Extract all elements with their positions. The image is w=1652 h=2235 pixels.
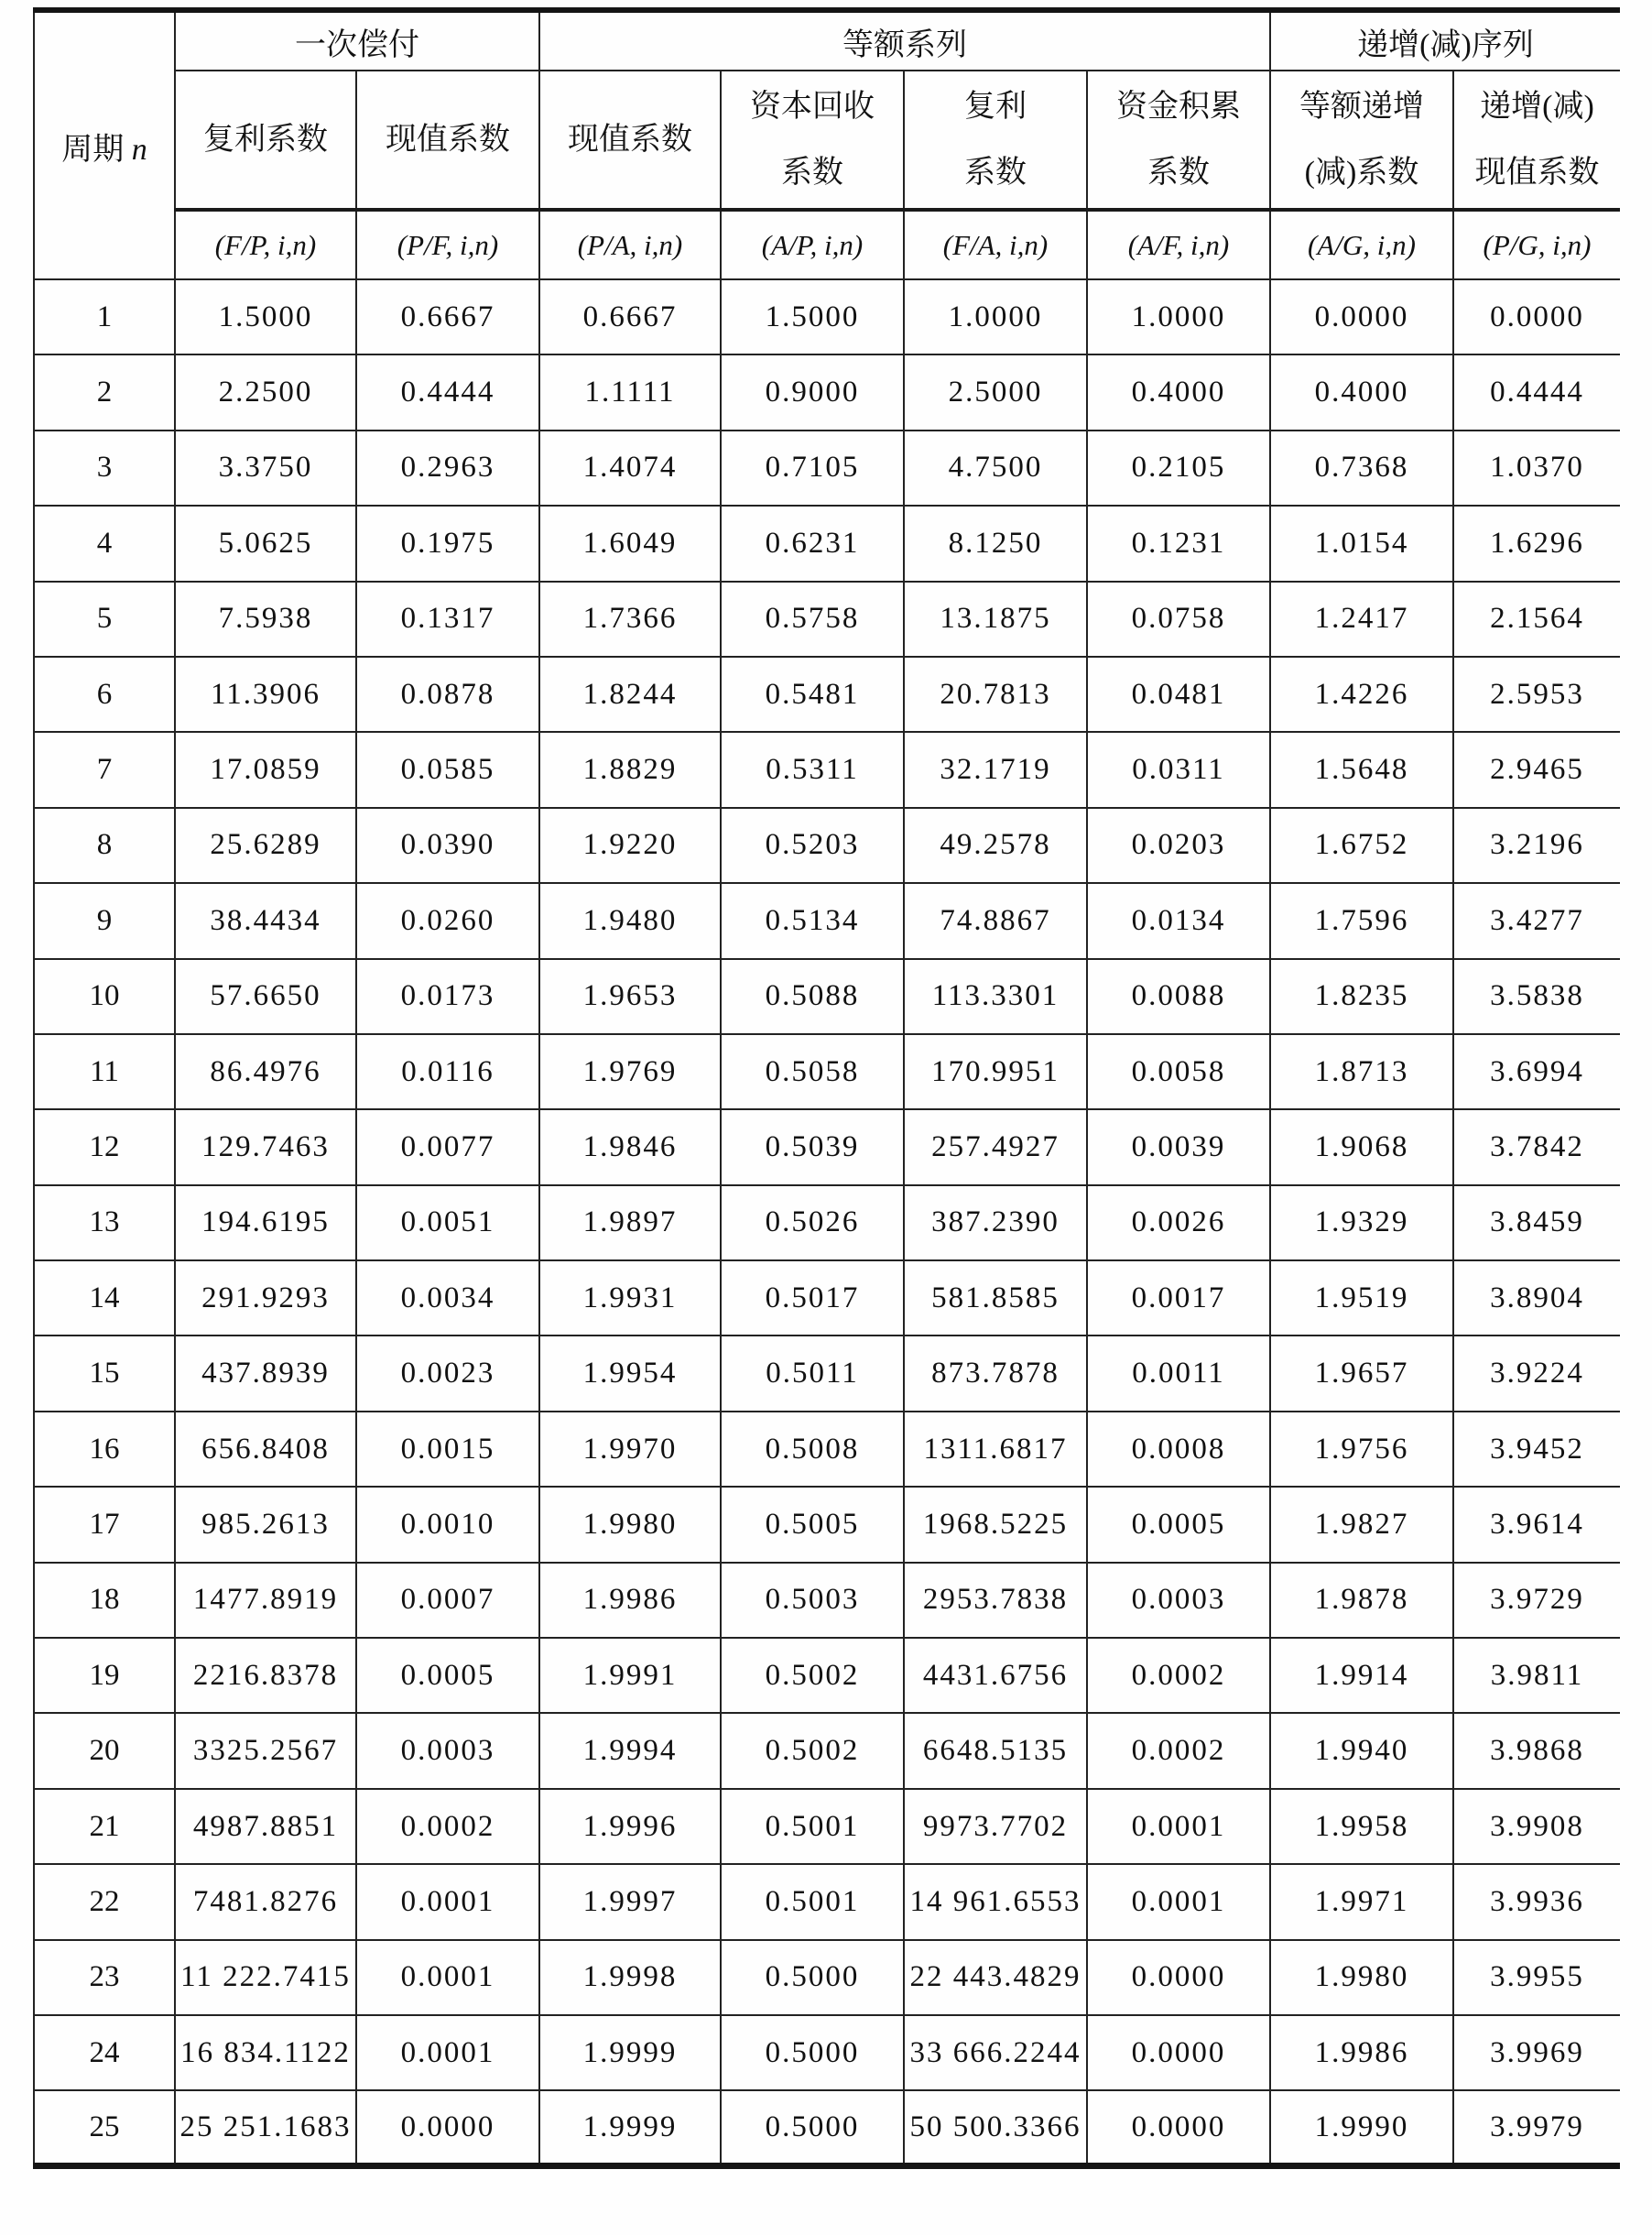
value-cell: 0.1317 (356, 582, 539, 657)
value-cell: 1.6049 (539, 506, 721, 581)
col-name-af (1087, 71, 1270, 210)
table-row (34, 1034, 1620, 1109)
col-name-fp (175, 71, 356, 210)
value-cell: 1.9954 (539, 1336, 721, 1411)
value-cell: 1.5000 (175, 279, 356, 354)
period-cell: 11 (34, 1034, 175, 1109)
value-cell: 0.6667 (539, 279, 721, 354)
col-name-line: 系数 (964, 155, 1027, 190)
value-cell: 0.0002 (356, 1789, 539, 1864)
value-cell: 0.0005 (356, 1638, 539, 1713)
value-cell: 0.0002 (1087, 1638, 1270, 1713)
group-single-payment: 一次偿付 (175, 10, 539, 71)
value-cell: 1.9897 (539, 1185, 721, 1260)
value-cell: 0.0077 (356, 1109, 539, 1184)
value-cell: 11.3906 (175, 657, 356, 732)
value-cell: 291.9293 (175, 1260, 356, 1336)
interest-factor-table (33, 7, 1620, 2169)
value-cell: 1.9986 (539, 1563, 721, 1638)
value-cell: 1.8235 (1270, 959, 1453, 1034)
value-cell: 0.0034 (356, 1260, 539, 1336)
value-cell: 1.9997 (539, 1864, 721, 1939)
value-cell: 1.9971 (1270, 1864, 1453, 1939)
formula-row (34, 210, 1620, 279)
period-label: 周期 (61, 132, 125, 167)
period-cell: 12 (34, 1109, 175, 1184)
value-cell: 0.5005 (721, 1487, 904, 1562)
period-cell: 21 (34, 1789, 175, 1864)
value-cell: 0.0116 (356, 1034, 539, 1109)
value-cell: 0.0758 (1087, 582, 1270, 657)
col-name-ap (721, 71, 904, 210)
period-cell: 19 (34, 1638, 175, 1713)
value-cell: 1.5648 (1270, 732, 1453, 807)
group-gradient-series: 递增(减)序列 (1270, 10, 1620, 71)
value-cell: 1.9914 (1270, 1638, 1453, 1713)
value-cell: 11 222.7415 (175, 1940, 356, 2015)
value-cell: 0.5001 (721, 1789, 904, 1864)
col-name-line: (减)系数 (1304, 155, 1419, 190)
value-cell: 3.9979 (1453, 2090, 1620, 2165)
period-cell: 15 (34, 1336, 175, 1411)
value-cell: 0.0026 (1087, 1185, 1270, 1260)
value-cell: 0.5011 (721, 1336, 904, 1411)
table-row (34, 1109, 1620, 1184)
value-cell: 0.6231 (721, 506, 904, 581)
value-cell: 22 443.4829 (904, 1940, 1087, 2015)
value-cell: 1.6296 (1453, 506, 1620, 581)
col-name-line: 现值系数 (1474, 155, 1600, 190)
value-cell: 1.9220 (539, 808, 721, 883)
value-cell: 74.8867 (904, 883, 1087, 958)
value-cell: 0.0000 (1270, 279, 1453, 354)
period-cell: 17 (34, 1487, 175, 1562)
value-cell: 0.0015 (356, 1412, 539, 1487)
value-cell: 9973.7702 (904, 1789, 1087, 1864)
value-cell: 0.4444 (1453, 354, 1620, 430)
table-row (34, 1713, 1620, 1788)
value-cell: 0.0001 (1087, 1789, 1270, 1864)
period-cell: 8 (34, 808, 175, 883)
value-cell: 0.0017 (1087, 1260, 1270, 1336)
value-cell: 3.9936 (1453, 1864, 1620, 1939)
col-name-ag (1270, 71, 1453, 210)
value-cell: 1.5000 (721, 279, 904, 354)
period-cell: 20 (34, 1713, 175, 1788)
period-cell: 4 (34, 506, 175, 581)
value-cell: 3.9729 (1453, 1563, 1620, 1638)
value-cell: 0.0002 (1087, 1713, 1270, 1788)
value-cell: 0.0203 (1087, 808, 1270, 883)
value-cell: 3.8459 (1453, 1185, 1620, 1260)
value-cell: 38.4434 (175, 883, 356, 958)
value-cell: 1477.8919 (175, 1563, 356, 1638)
table-row (34, 1185, 1620, 1260)
value-cell: 0.0005 (1087, 1487, 1270, 1562)
value-cell: 1.9940 (1270, 1713, 1453, 1788)
value-cell: 0.0008 (1087, 1412, 1270, 1487)
period-cell: 24 (34, 2015, 175, 2090)
period-cell: 1 (34, 279, 175, 354)
value-cell: 86.4976 (175, 1034, 356, 1109)
value-cell: 1.0000 (904, 279, 1087, 354)
value-cell: 0.5758 (721, 582, 904, 657)
value-cell: 1.0154 (1270, 506, 1453, 581)
value-cell: 1.0370 (1453, 431, 1620, 506)
col-name-line: 等额递增 (1299, 89, 1424, 124)
period-cell: 7 (34, 732, 175, 807)
value-cell: 0.5008 (721, 1412, 904, 1487)
value-cell: 3325.2567 (175, 1713, 356, 1788)
value-cell: 13.1875 (904, 582, 1087, 657)
value-cell: 0.5026 (721, 1185, 904, 1260)
value-cell: 3.9868 (1453, 1713, 1620, 1788)
value-cell: 0.0003 (356, 1713, 539, 1788)
value-cell: 0.0011 (1087, 1336, 1270, 1411)
value-cell: 1.9958 (1270, 1789, 1453, 1864)
value-cell: 1.9999 (539, 2015, 721, 2090)
value-cell: 0.0000 (1087, 2015, 1270, 2090)
table-row (34, 2015, 1620, 2090)
value-cell: 170.9951 (904, 1034, 1087, 1109)
value-cell: 33 666.2244 (904, 2015, 1087, 2090)
col-name-line: 系数 (1147, 155, 1210, 190)
value-cell: 17.0859 (175, 732, 356, 807)
col-name-line: 资金积累 (1116, 89, 1241, 124)
value-cell: 0.0051 (356, 1185, 539, 1260)
table-row (34, 1412, 1620, 1487)
value-cell: 4431.6756 (904, 1638, 1087, 1713)
col-name-line: 现值系数 (386, 122, 510, 157)
col-name-line: 复利 (964, 89, 1027, 124)
value-cell: 0.0481 (1087, 657, 1270, 732)
table-row (34, 1336, 1620, 1411)
table-row (34, 883, 1620, 958)
value-cell: 1968.5225 (904, 1487, 1087, 1562)
value-cell: 0.0000 (356, 2090, 539, 2165)
value-cell: 1.0000 (1087, 279, 1270, 354)
value-cell: 0.0001 (356, 1864, 539, 1939)
value-cell: 3.9969 (1453, 2015, 1620, 2090)
value-cell: 3.4277 (1453, 883, 1620, 958)
value-cell: 8.1250 (904, 506, 1087, 581)
value-cell: 0.5134 (721, 883, 904, 958)
table-row (34, 1940, 1620, 2015)
value-cell: 3.8904 (1453, 1260, 1620, 1336)
value-cell: 0.0003 (1087, 1563, 1270, 1638)
formula-ag: (A/G, i,n) (1270, 210, 1453, 279)
value-cell: 50 500.3366 (904, 2090, 1087, 2165)
group-header-row (34, 10, 1620, 71)
value-cell: 0.5017 (721, 1260, 904, 1336)
formula-fa: (F/A, i,n) (904, 210, 1087, 279)
value-cell: 0.9000 (721, 354, 904, 430)
table-row (34, 582, 1620, 657)
value-cell: 0.5003 (721, 1563, 904, 1638)
value-cell: 1.9657 (1270, 1336, 1453, 1411)
value-cell: 113.3301 (904, 959, 1087, 1034)
value-cell: 0.5058 (721, 1034, 904, 1109)
value-cell: 1.9994 (539, 1713, 721, 1788)
value-cell: 1.9878 (1270, 1563, 1453, 1638)
table-row (34, 279, 1620, 354)
value-cell: 1.9846 (539, 1109, 721, 1184)
value-cell: 0.5002 (721, 1638, 904, 1713)
value-cell: 1.6752 (1270, 808, 1453, 883)
table-row (34, 1260, 1620, 1336)
table-row (34, 1789, 1620, 1864)
value-cell: 1.8244 (539, 657, 721, 732)
value-cell: 0.0390 (356, 808, 539, 883)
period-cell: 22 (34, 1864, 175, 1939)
value-cell: 1.7366 (539, 582, 721, 657)
value-cell: 1.9998 (539, 1940, 721, 2015)
value-cell: 1.1111 (539, 354, 721, 430)
value-cell: 1.4226 (1270, 657, 1453, 732)
value-cell: 3.9614 (1453, 1487, 1620, 1562)
value-cell: 0.5000 (721, 2015, 904, 2090)
value-cell: 1.9329 (1270, 1185, 1453, 1260)
value-cell: 0.5001 (721, 1864, 904, 1939)
value-cell: 3.6994 (1453, 1034, 1620, 1109)
value-cell: 0.5203 (721, 808, 904, 883)
value-cell: 2.2500 (175, 354, 356, 430)
value-cell: 0.0039 (1087, 1109, 1270, 1184)
value-cell: 5.0625 (175, 506, 356, 581)
value-cell: 1.9480 (539, 883, 721, 958)
value-cell: 1.9986 (1270, 2015, 1453, 2090)
value-cell: 0.0000 (1087, 2090, 1270, 2165)
period-cell: 3 (34, 431, 175, 506)
value-cell: 0.0007 (356, 1563, 539, 1638)
col-name-pf (356, 71, 539, 210)
period-variable: n (131, 132, 147, 167)
value-cell: 0.2105 (1087, 431, 1270, 506)
value-cell: 25 251.1683 (175, 2090, 356, 2165)
value-cell: 20.7813 (904, 657, 1087, 732)
value-cell: 0.1975 (356, 506, 539, 581)
period-cell: 5 (34, 582, 175, 657)
table-row (34, 1864, 1620, 1939)
value-cell: 194.6195 (175, 1185, 356, 1260)
value-cell: 0.0260 (356, 883, 539, 958)
value-cell: 1.8713 (1270, 1034, 1453, 1109)
value-cell: 0.6667 (356, 279, 539, 354)
value-cell: 656.8408 (175, 1412, 356, 1487)
period-cell: 16 (34, 1412, 175, 1487)
value-cell: 0.5002 (721, 1713, 904, 1788)
table-body (34, 279, 1620, 2166)
period-cell: 23 (34, 1940, 175, 2015)
period-cell: 14 (34, 1260, 175, 1336)
value-cell: 2.1564 (1453, 582, 1620, 657)
value-cell: 3.3750 (175, 431, 356, 506)
col-name-pg (1453, 71, 1620, 210)
value-cell: 1.9769 (539, 1034, 721, 1109)
value-cell: 0.1231 (1087, 506, 1270, 581)
col-name-fa (904, 71, 1087, 210)
table-row (34, 2090, 1620, 2165)
table-row (34, 1563, 1620, 1638)
value-cell: 1.9980 (1270, 1940, 1453, 2015)
value-cell: 1.8829 (539, 732, 721, 807)
col-name-line: 递增(减) (1480, 89, 1594, 124)
value-cell: 0.0010 (356, 1487, 539, 1562)
formula-fp: (F/P, i,n) (175, 210, 356, 279)
value-cell: 0.5000 (721, 1940, 904, 2015)
period-cell: 13 (34, 1185, 175, 1260)
column-name-row (34, 71, 1620, 210)
value-cell: 0.4000 (1270, 354, 1453, 430)
value-cell: 1.9996 (539, 1789, 721, 1864)
value-cell: 4987.8851 (175, 1789, 356, 1864)
value-cell: 1.9068 (1270, 1109, 1453, 1184)
value-cell: 437.8939 (175, 1336, 356, 1411)
value-cell: 3.9224 (1453, 1336, 1620, 1411)
value-cell: 32.1719 (904, 732, 1087, 807)
value-cell: 4.7500 (904, 431, 1087, 506)
period-column-header (34, 10, 175, 279)
value-cell: 873.7878 (904, 1336, 1087, 1411)
value-cell: 1.9990 (1270, 2090, 1453, 2165)
value-cell: 0.0001 (356, 1940, 539, 2015)
formula-ap: (A/P, i,n) (721, 210, 904, 279)
value-cell: 257.4927 (904, 1109, 1087, 1184)
value-cell: 0.0001 (356, 2015, 539, 2090)
value-cell: 1.9999 (539, 2090, 721, 2165)
period-cell: 6 (34, 657, 175, 732)
value-cell: 1311.6817 (904, 1412, 1087, 1487)
value-cell: 581.8585 (904, 1260, 1087, 1336)
formula-pf: (P/F, i,n) (356, 210, 539, 279)
table-row (34, 657, 1620, 732)
value-cell: 2953.7838 (904, 1563, 1087, 1638)
col-name-line: 系数 (781, 155, 843, 190)
value-cell: 0.0173 (356, 959, 539, 1034)
value-cell: 0.7368 (1270, 431, 1453, 506)
value-cell: 0.5039 (721, 1109, 904, 1184)
value-cell: 0.7105 (721, 431, 904, 506)
period-cell: 9 (34, 883, 175, 958)
table-row (34, 808, 1620, 883)
value-cell: 25.6289 (175, 808, 356, 883)
col-name-line: 复利系数 (203, 122, 328, 157)
table-row (34, 732, 1620, 807)
value-cell: 1.9980 (539, 1487, 721, 1562)
group-uniform-series: 等额系列 (539, 10, 1270, 71)
value-cell: 985.2613 (175, 1487, 356, 1562)
period-cell: 2 (34, 354, 175, 430)
value-cell: 1.7596 (1270, 883, 1453, 958)
value-cell: 2216.8378 (175, 1638, 356, 1713)
formula-pa: (P/A, i,n) (539, 210, 721, 279)
value-cell: 0.5000 (721, 2090, 904, 2165)
value-cell: 0.4000 (1087, 354, 1270, 430)
table-row (34, 354, 1620, 430)
value-cell: 3.9908 (1453, 1789, 1620, 1864)
col-name-line: 资本回收 (750, 89, 875, 124)
value-cell: 0.4444 (356, 354, 539, 430)
value-cell: 0.5311 (721, 732, 904, 807)
table-row (34, 1487, 1620, 1562)
value-cell: 0.0001 (1087, 1864, 1270, 1939)
value-cell: 1.2417 (1270, 582, 1453, 657)
value-cell: 129.7463 (175, 1109, 356, 1184)
value-cell: 7481.8276 (175, 1864, 356, 1939)
value-cell: 0.0000 (1087, 1940, 1270, 2015)
table-row (34, 431, 1620, 506)
value-cell: 0.0023 (356, 1336, 539, 1411)
value-cell: 3.9955 (1453, 1940, 1620, 2015)
value-cell: 0.0311 (1087, 732, 1270, 807)
value-cell: 1.9827 (1270, 1487, 1453, 1562)
value-cell: 57.6650 (175, 959, 356, 1034)
table-row (34, 1638, 1620, 1713)
value-cell: 0.2963 (356, 431, 539, 506)
value-cell: 0.0088 (1087, 959, 1270, 1034)
value-cell: 1.9970 (539, 1412, 721, 1487)
period-cell: 18 (34, 1563, 175, 1638)
value-cell: 2.9465 (1453, 732, 1620, 807)
value-cell: 3.2196 (1453, 808, 1620, 883)
value-cell: 1.9931 (539, 1260, 721, 1336)
value-cell: 7.5938 (175, 582, 356, 657)
value-cell: 3.9452 (1453, 1412, 1620, 1487)
value-cell: 0.5481 (721, 657, 904, 732)
value-cell: 3.7842 (1453, 1109, 1620, 1184)
value-cell: 49.2578 (904, 808, 1087, 883)
value-cell: 3.5838 (1453, 959, 1620, 1034)
value-cell: 0.5088 (721, 959, 904, 1034)
value-cell: 16 834.1122 (175, 2015, 356, 2090)
formula-af: (A/F, i,n) (1087, 210, 1270, 279)
col-name-line: 现值系数 (568, 122, 692, 157)
table-row (34, 506, 1620, 581)
value-cell: 0.0585 (356, 732, 539, 807)
value-cell: 6648.5135 (904, 1713, 1087, 1788)
table-row (34, 959, 1620, 1034)
value-cell: 3.9811 (1453, 1638, 1620, 1713)
formula-pg: (P/G, i,n) (1453, 210, 1620, 279)
value-cell: 387.2390 (904, 1185, 1087, 1260)
value-cell: 1.9756 (1270, 1412, 1453, 1487)
value-cell: 1.9991 (539, 1638, 721, 1713)
col-name-pa (539, 71, 721, 210)
value-cell: 0.0134 (1087, 883, 1270, 958)
value-cell: 0.0058 (1087, 1034, 1270, 1109)
value-cell: 0.0000 (1453, 279, 1620, 354)
value-cell: 1.9653 (539, 959, 721, 1034)
period-cell: 10 (34, 959, 175, 1034)
value-cell: 2.5953 (1453, 657, 1620, 732)
value-cell: 14 961.6553 (904, 1864, 1087, 1939)
period-cell: 25 (34, 2090, 175, 2165)
value-cell: 1.9519 (1270, 1260, 1453, 1336)
value-cell: 1.4074 (539, 431, 721, 506)
value-cell: 0.0878 (356, 657, 539, 732)
value-cell: 2.5000 (904, 354, 1087, 430)
